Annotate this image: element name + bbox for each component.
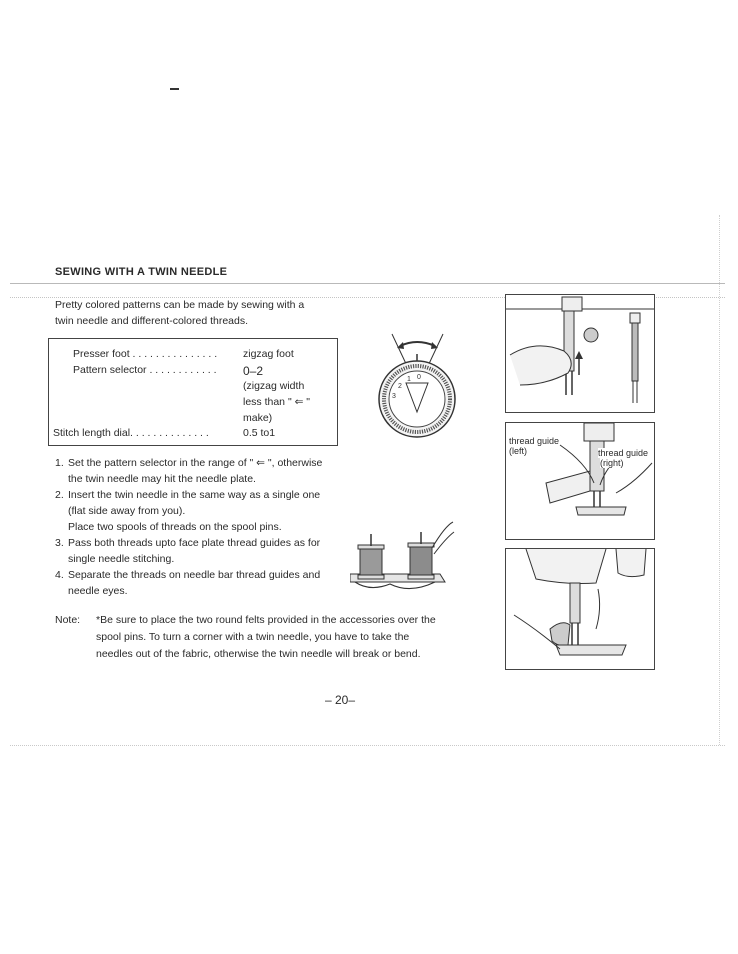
step-2b-text: Place two spools of threads on the spool pins. [68,521,282,533]
dial-digit-1: 1 [407,376,411,383]
twin-needle-drawing [506,295,654,412]
dial-digit-0: 0 [417,374,421,381]
pattern-selector-value: 0–2 [243,364,264,378]
pattern-selector-note-2: less than " ⇐ " [243,396,311,408]
pattern-selector-note-3: make) [243,412,273,424]
section-title: SEWING WITH A TWIN NEEDLE [55,266,228,278]
intro-paragraph [55,297,345,329]
step-2: 2. Insert the twin needle in the same way as a single one (flat side away from you). [55,487,337,519]
settings-box [48,338,338,446]
scan-mark [170,88,179,90]
step-1: 1. Set the pattern selector in the range of " ⇐ ", otherwise the twin needle may hit the needle plate. [55,455,337,487]
note-block [55,612,445,663]
figure-twin-needle [505,294,655,413]
pattern-dial-illustration [370,328,465,443]
scan-dotted-line [10,745,725,746]
heading-rule [10,283,725,284]
intro-line-1: Pretty colored patterns can be made by sewing with a [55,299,305,311]
sewing-drawing [506,549,654,669]
presser-foot-value: zigzag foot [243,348,294,360]
step-2-text: Insert the twin needle in the same way as a single one (flat side away from you). [68,489,321,517]
step-4: 4. Separate the threads on needle bar thread guides and needle eyes. [55,567,337,599]
note-text: *Be sure to place the two round felts provided in the accessories over the spool pins. To turn a corner with a twin needle, you have to take the needles out of the fabric, otherwise the twin needle will break or bend. [96,614,436,660]
step-2b [55,519,337,535]
right-guide-label-1: thread guide [598,448,649,458]
step-3-text: Pass both threads upto face plate thread guides as for single needle stitching. [68,537,321,565]
step-3: 3. Pass both threads upto face plate thread guides as for single needle stitching. [55,535,337,567]
scan-edge-line [719,215,720,745]
right-guide-label-2: (right) [600,458,624,468]
step-1-text: Set the pattern selector in the range of " ⇐ ", otherwise the twin needle may hit the needle plate. [68,457,323,485]
note-label: Note: [55,614,81,626]
dial-digit-3: 3 [392,393,396,400]
figure-sewing [505,548,655,670]
step-4-text: Separate the threads on needle bar thread guides and needle eyes. [68,569,321,597]
spools-illustration [350,518,455,598]
pattern-selector-label: Pattern selector . . . . . . . . . . . . [73,364,217,376]
pattern-selector-note-1: (zigzag width [243,380,305,392]
dial-digit-2: 2 [398,383,402,390]
steps-list [55,455,337,599]
left-guide-label-2: (left) [509,446,527,456]
intro-line-2: twin needle and different-colored threads. [55,315,249,327]
page-number: – 20– [325,693,356,707]
presser-foot-label: Presser foot . . . . . . . . . . . . . . . [73,348,218,360]
stitch-length-label: Stitch length dial. . . . . . . . . . . . . . [53,427,209,439]
left-guide-label-1: thread guide [509,436,560,446]
stitch-length-value: 0.5 to1 [243,427,276,439]
